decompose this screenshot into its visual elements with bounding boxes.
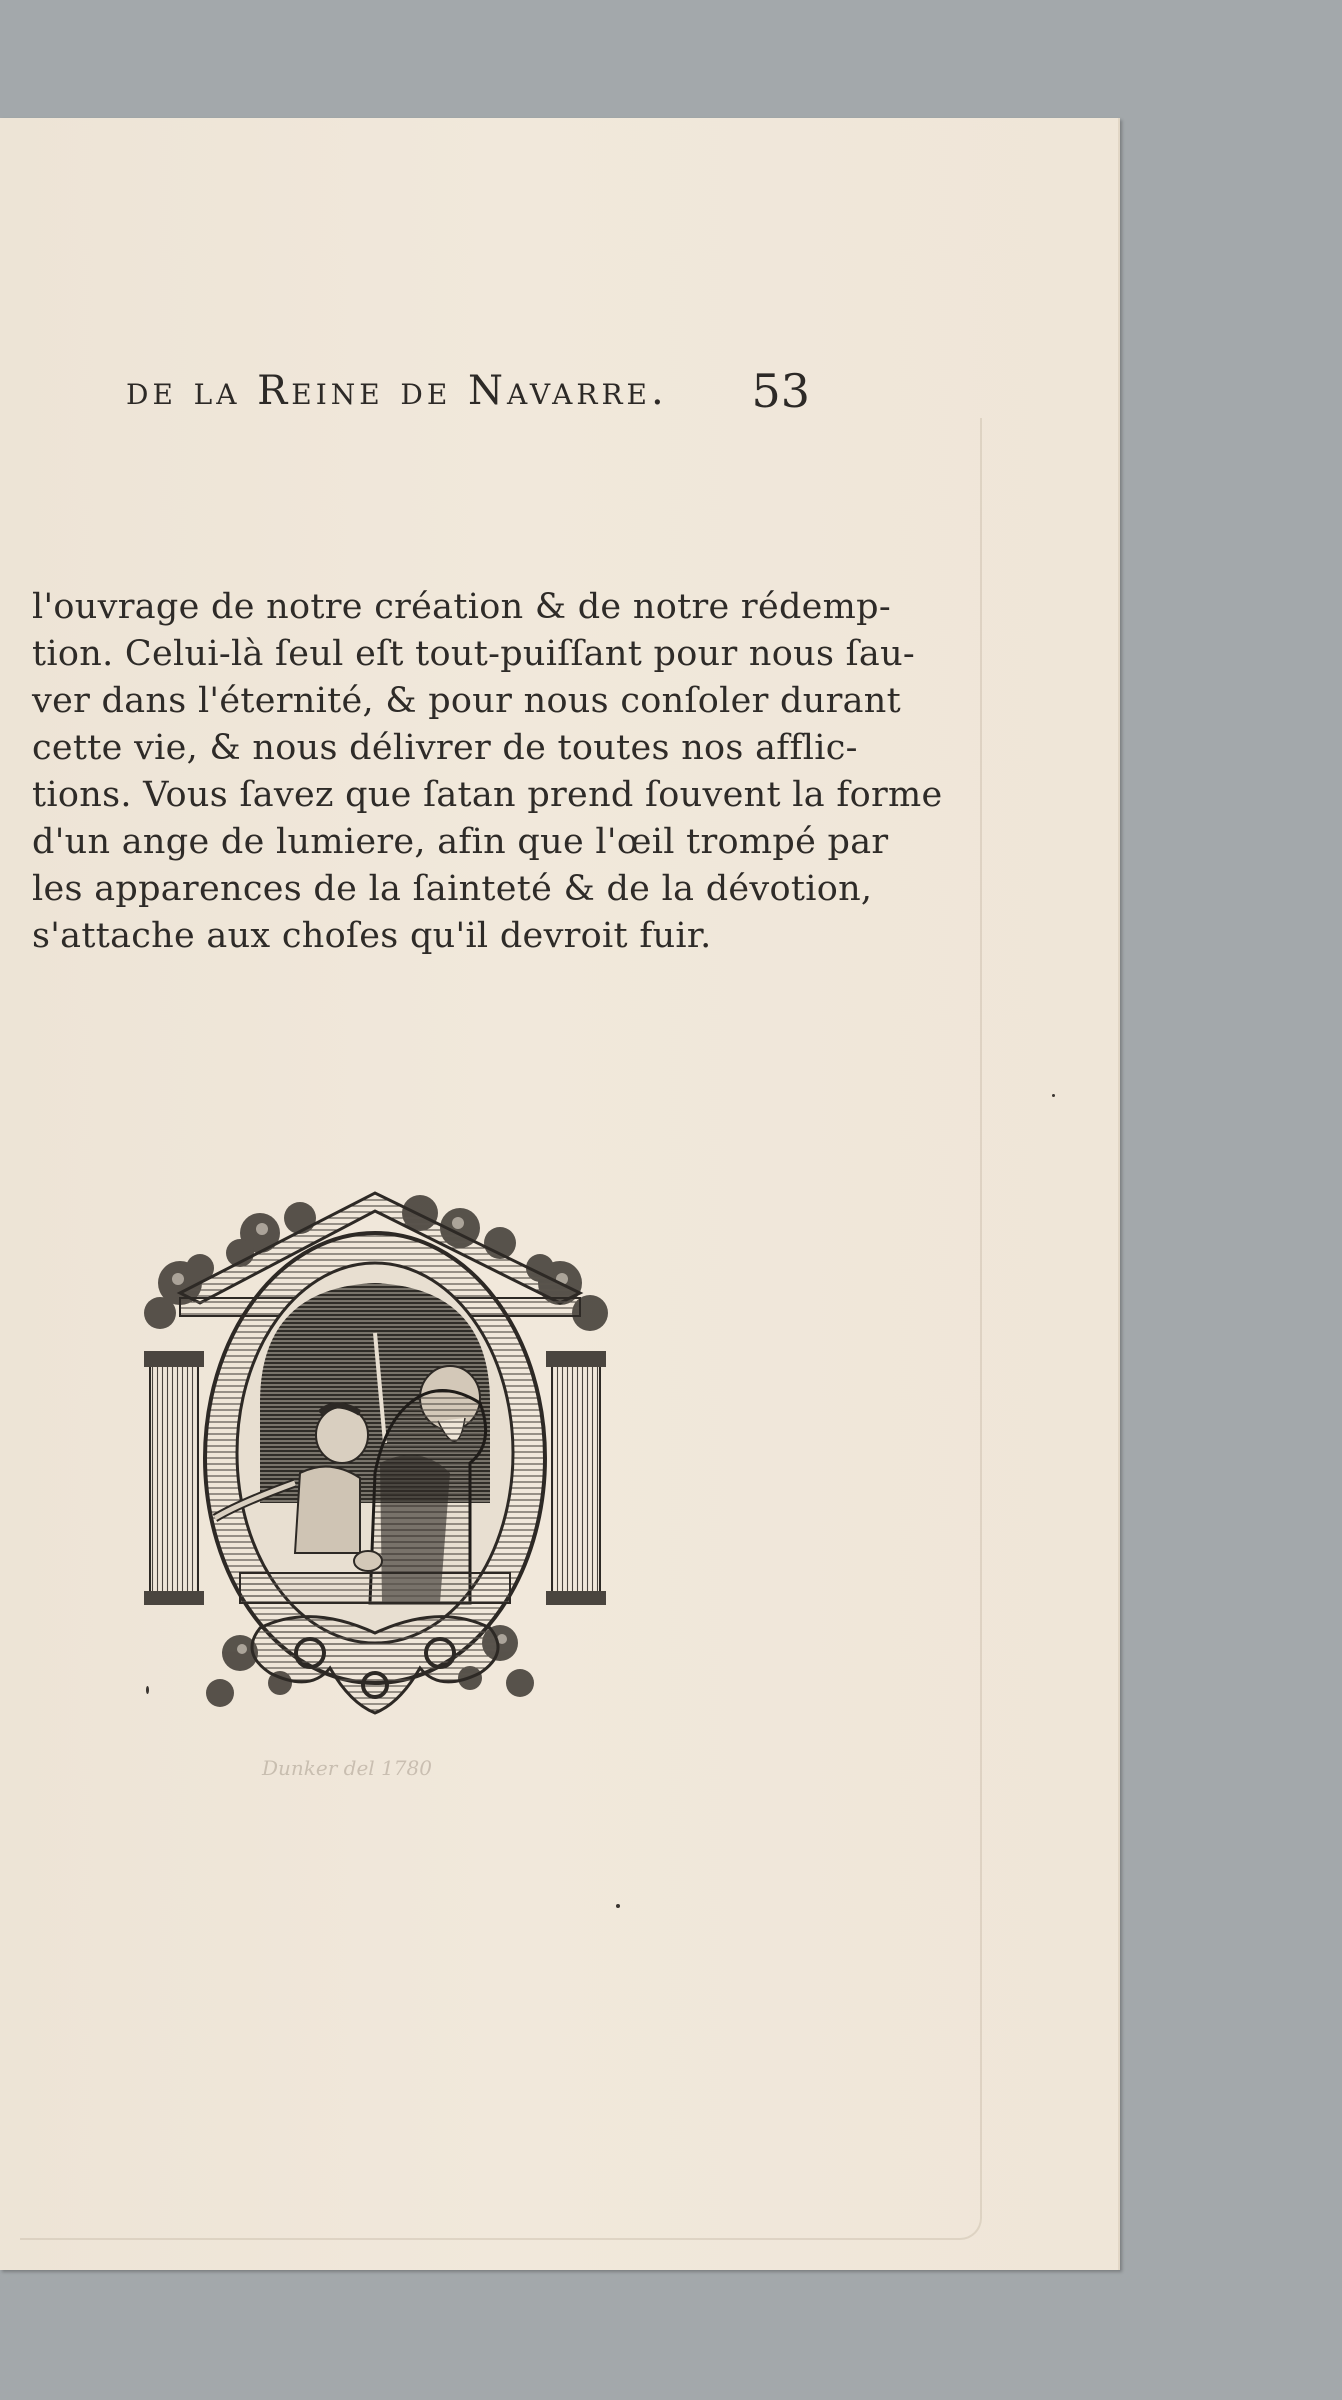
text-line: cette vie, & nous délivrer de toutes nos afflic- [32,728,858,768]
book-page [0,118,1120,2270]
text-line: tion. Celui-là ſeul eſt tout-puiſſant pour nous ſau- [32,634,916,674]
body-paragraph [32,584,943,960]
page-number: 53 [751,364,810,418]
paper-speck [1052,1094,1055,1097]
text-line: l'ouvrage de notre création & de notre rédemp- [32,587,891,627]
paper-speck [146,1686,149,1694]
engraver-signature: Dunker del 1780 [262,1756,432,1780]
page-header [126,364,826,428]
text-line: les apparences de la ſainteté & de la dévotion, [32,869,873,909]
text-line: ver dans l'éternité, & pour nous conſoler durant [32,681,901,721]
running-head: de la Reine de Navarre. [126,368,668,414]
paper-speck [616,1904,620,1908]
engraving-vignette-icon [120,1173,650,1773]
text-line: d'un ange de lumiere, afin que l'œil trompé par [32,822,889,862]
text-line: tions. Vous ſavez que ſatan prend ſouvent la forme [32,775,943,815]
text-line: s'attache aux choſes qu'il devroit fuir. [32,916,712,956]
